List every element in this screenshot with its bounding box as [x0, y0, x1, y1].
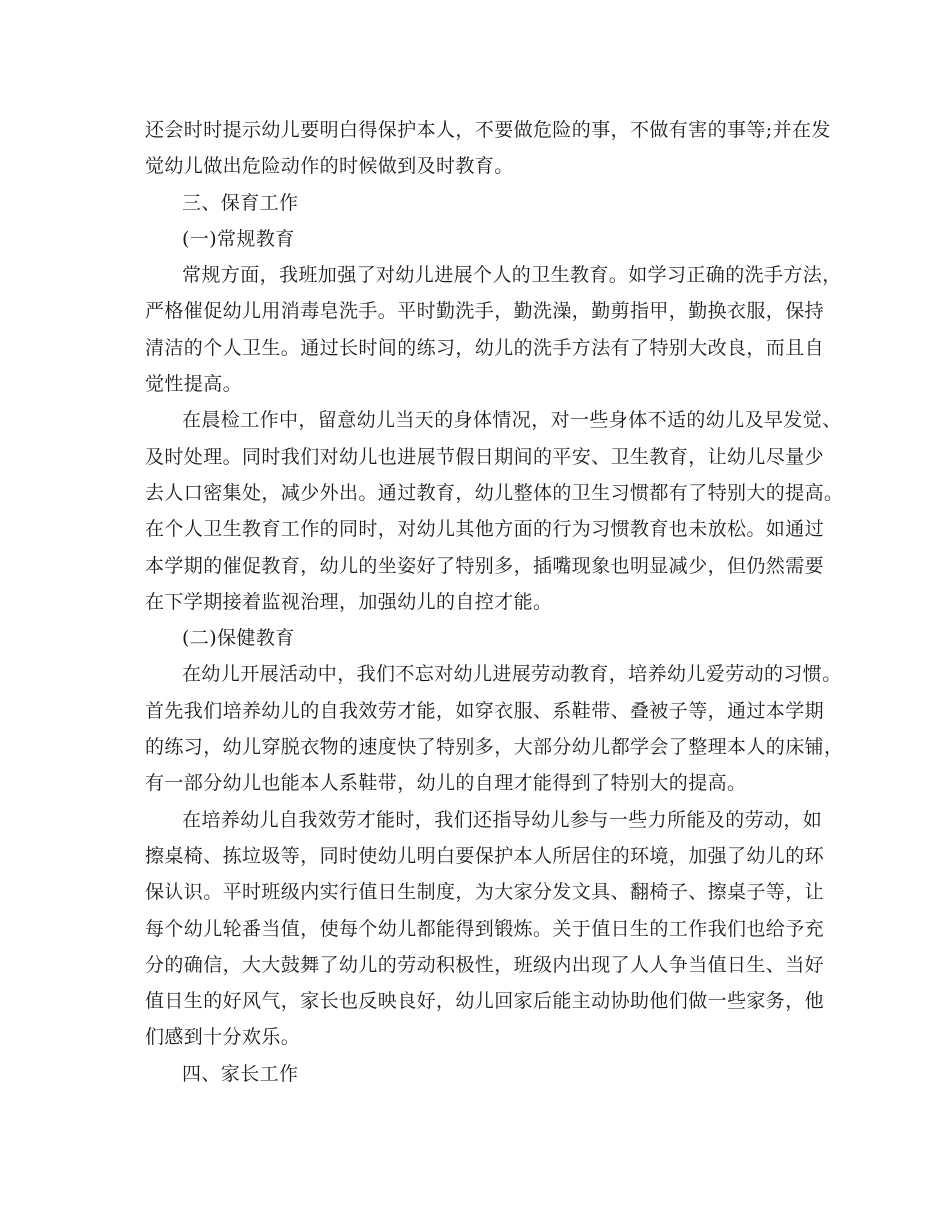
text-line: 们感到十分欢乐。: [145, 1026, 301, 1049]
text-line: (一)常规教育: [182, 227, 295, 250]
text-line: 在幼儿开展活动中，我们不忘对幼儿进展劳动教育，培养幼儿爱劳动的习惯。: [182, 663, 842, 686]
text-line: 在下学期接着监视治理，加强幼儿的自控才能。: [145, 590, 553, 613]
text-line: 常规方面，我班加强了对幼儿进展个人的卫生教育。如学习正确的洗手方法，: [182, 264, 842, 287]
text-line: 本学期的催促教育，幼儿的坐姿好了特别多，插嘴现象也明显减少，但仍然需要: [145, 554, 825, 577]
text-line: 保认识。平时班级内实行值日生制度，为大家分发文具、翻椅子、擦桌子等，让: [145, 881, 825, 904]
text-line: 擦桌椅、拣垃圾等，同时使幼儿明白要保护本人所居住的环境，加强了幼儿的环: [145, 844, 825, 867]
text-line: 及时处理。同时我们对幼儿也进展节假日期间的平安、卫生教育，让幼儿尽量少: [145, 445, 825, 468]
text-line: 在个人卫生教育工作的同时，对幼儿其他方面的行为习惯教育也未放松。如通过: [145, 518, 825, 541]
text-line: 首先我们培养幼儿的自我效劳才能，如穿衣服、系鞋带、叠被子等，通过本学期: [145, 699, 825, 722]
text-line: (二)保健教育: [182, 627, 295, 650]
text-line: 的练习，幼儿穿脱衣物的速度快了特别多，大部分幼儿都学会了整理本人的床铺，: [145, 736, 844, 759]
text-line: 每个幼儿轮番当值，使每个幼儿都能得到锻炼。关于值日生的工作我们也给予充: [145, 917, 825, 940]
text-line: 还会时时提示幼儿要明白得保护本人，不要做危险的事，不做有害的事等;并在发: [145, 119, 831, 141]
text-line: 觉幼儿做出危险动作的时候做到及时教育。: [145, 155, 514, 178]
text-line: 四、家长工作: [182, 1062, 299, 1085]
text-line: 三、保育工作: [182, 191, 299, 214]
text-line: 严格催促幼儿用消毒皂洗手。平时勤洗手，勤洗澡，勤剪指甲，勤换衣服，保持: [145, 300, 825, 323]
text-line: 去人口密集处，减少外出。通过教育，幼儿整体的卫生习惯都有了特别大的提高。: [145, 481, 844, 504]
text-line: 在晨检工作中，留意幼儿当天的身体情况，对一些身体不适的幼儿及早发觉、: [182, 409, 842, 432]
text-line: 觉性提高。: [145, 373, 243, 396]
text-line: 在培养幼儿自我效劳才能时，我们还指导幼儿参与一些力所能及的劳动，如: [182, 808, 823, 831]
text-line: 分的确信，大大鼓舞了幼儿的劳动积极性，班级内出现了人人争当值日生、当好: [145, 953, 825, 976]
text-line: 清洁的个人卫生。通过长时间的练习，幼儿的洗手方法有了特别大改良，而且自: [145, 336, 825, 359]
text-line: 有一部分幼儿也能本人系鞋带，幼儿的自理才能得到了特别大的提高。: [145, 772, 747, 795]
document-body: [145, 112, 844, 1092]
text-line: 值日生的好风气，家长也反映良好，幼儿回家后能主动协助他们做一些家务，他: [145, 990, 825, 1013]
